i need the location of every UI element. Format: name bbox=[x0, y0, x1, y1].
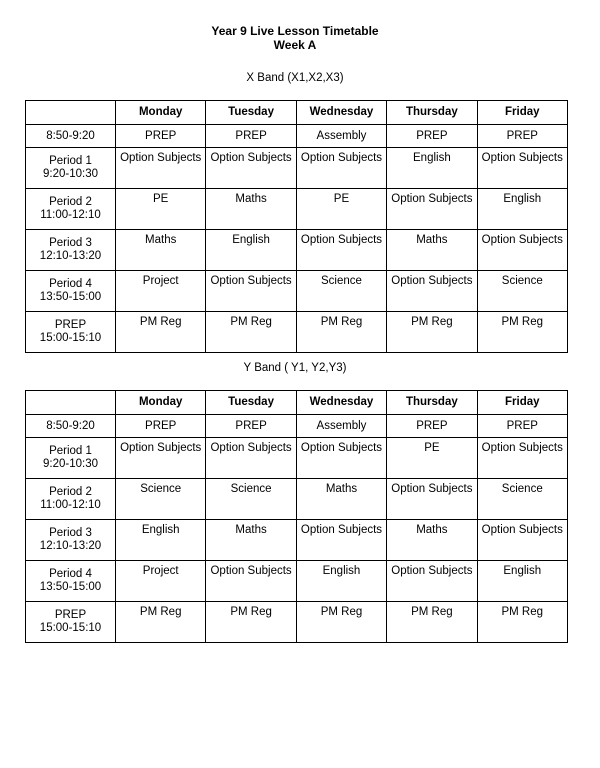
lesson-cell: Maths bbox=[387, 230, 477, 271]
slot-time: 9:20-10:30 bbox=[43, 458, 98, 470]
slot-label: Period 1 bbox=[49, 445, 92, 457]
lesson-cell: PM Reg bbox=[206, 602, 296, 643]
lesson-cell: Option Subjects bbox=[296, 438, 386, 479]
lesson-cell: Option Subjects bbox=[116, 148, 206, 189]
lesson-cell: Option Subjects bbox=[206, 148, 296, 189]
slot-cell bbox=[26, 561, 116, 602]
day-header: Tuesday bbox=[206, 101, 296, 125]
slot-cell bbox=[26, 438, 116, 479]
lesson-cell: Maths bbox=[387, 520, 477, 561]
slot-time: 13:50-15:00 bbox=[39, 291, 102, 303]
lesson-cell: Option Subjects bbox=[296, 148, 386, 189]
lesson-cell: PM Reg bbox=[116, 312, 206, 353]
lesson-cell: PM Reg bbox=[116, 602, 206, 643]
lesson-cell: PM Reg bbox=[477, 602, 567, 643]
lesson-cell: Option Subjects bbox=[477, 520, 567, 561]
table-row bbox=[26, 479, 568, 520]
slot-label: Period 4 bbox=[49, 278, 92, 290]
table-row bbox=[26, 438, 568, 479]
slot-cell bbox=[26, 189, 116, 230]
lesson-cell: PREP bbox=[387, 125, 477, 148]
y-band-title: Y Band ( Y1, Y2,Y3) bbox=[243, 362, 347, 374]
lesson-cell: Project bbox=[116, 561, 206, 602]
lesson-cell: Option Subjects bbox=[387, 271, 477, 312]
day-header: Thursday bbox=[387, 391, 477, 415]
lesson-cell: Maths bbox=[206, 520, 296, 561]
lesson-cell: Option Subjects bbox=[296, 230, 386, 271]
day-header: Friday bbox=[477, 391, 567, 415]
slot-time: 15:00-15:10 bbox=[39, 622, 102, 634]
lesson-cell: Option Subjects bbox=[477, 148, 567, 189]
corner-cell bbox=[26, 101, 116, 125]
lesson-cell: Science bbox=[477, 479, 567, 520]
table-row bbox=[26, 230, 568, 271]
lesson-cell: PE bbox=[116, 189, 206, 230]
slot-cell bbox=[26, 271, 116, 312]
lesson-cell: Option Subjects bbox=[206, 561, 296, 602]
lesson-cell: PM Reg bbox=[296, 602, 386, 643]
lesson-cell: Maths bbox=[206, 189, 296, 230]
lesson-cell: PM Reg bbox=[387, 312, 477, 353]
slot-cell bbox=[26, 415, 116, 438]
slot-time: 12:10-13:20 bbox=[39, 540, 102, 552]
table-row bbox=[26, 561, 568, 602]
lesson-cell: Science bbox=[206, 479, 296, 520]
slot-cell bbox=[26, 479, 116, 520]
lesson-cell: PM Reg bbox=[387, 602, 477, 643]
slot-label: Period 3 bbox=[49, 527, 92, 539]
lesson-cell: Option Subjects bbox=[206, 271, 296, 312]
slot-cell bbox=[26, 148, 116, 189]
lesson-cell: PREP bbox=[477, 125, 567, 148]
slot-cell bbox=[26, 602, 116, 643]
slot-label: 8:50-9:20 bbox=[46, 129, 95, 142]
lesson-cell: Option Subjects bbox=[206, 438, 296, 479]
table-row bbox=[26, 415, 568, 438]
lesson-cell: Project bbox=[116, 271, 206, 312]
slot-cell bbox=[26, 520, 116, 561]
slot-label: 8:50-9:20 bbox=[46, 419, 95, 432]
page-subtitle: Week A bbox=[273, 38, 317, 52]
slot-cell bbox=[26, 312, 116, 353]
table-row bbox=[26, 312, 568, 353]
corner-cell bbox=[26, 391, 116, 415]
slot-label: Period 3 bbox=[49, 237, 92, 249]
slot-cell bbox=[26, 125, 116, 148]
lesson-cell: Maths bbox=[116, 230, 206, 271]
lesson-cell: PREP bbox=[206, 125, 296, 148]
slot-time: 15:00-15:10 bbox=[39, 332, 102, 344]
slot-label: PREP bbox=[54, 319, 87, 331]
lesson-cell: Option Subjects bbox=[387, 479, 477, 520]
day-header: Wednesday bbox=[296, 101, 386, 125]
lesson-cell: PREP bbox=[206, 415, 296, 438]
lesson-cell: PE bbox=[387, 438, 477, 479]
slot-label: Period 2 bbox=[49, 196, 92, 208]
day-header: Monday bbox=[116, 391, 206, 415]
lesson-cell: Science bbox=[296, 271, 386, 312]
lesson-cell: PM Reg bbox=[206, 312, 296, 353]
lesson-cell: English bbox=[477, 561, 567, 602]
x-band-timetable bbox=[25, 100, 568, 353]
lesson-cell: PREP bbox=[387, 415, 477, 438]
slot-time: 9:20-10:30 bbox=[43, 168, 98, 180]
lesson-cell: English bbox=[387, 148, 477, 189]
lesson-cell: PM Reg bbox=[296, 312, 386, 353]
table-row bbox=[26, 520, 568, 561]
slot-time: 13:50-15:00 bbox=[39, 581, 102, 593]
day-header: Monday bbox=[116, 101, 206, 125]
lesson-cell: Option Subjects bbox=[387, 189, 477, 230]
y-band-timetable bbox=[25, 390, 568, 643]
lesson-cell: PM Reg bbox=[477, 312, 567, 353]
day-header: Wednesday bbox=[296, 391, 386, 415]
page-title: Year 9 Live Lesson Timetable bbox=[211, 24, 379, 38]
y-band-header bbox=[26, 391, 568, 415]
lesson-cell: Option Subjects bbox=[116, 438, 206, 479]
lesson-cell: Option Subjects bbox=[477, 230, 567, 271]
lesson-cell: Option Subjects bbox=[296, 520, 386, 561]
table-row bbox=[26, 602, 568, 643]
lesson-cell: Maths bbox=[296, 479, 386, 520]
x-band-header bbox=[26, 101, 568, 125]
slot-time: 12:10-13:20 bbox=[39, 250, 102, 262]
slot-label: PREP bbox=[54, 609, 87, 621]
table-row bbox=[26, 125, 568, 148]
lesson-cell: Assembly bbox=[296, 415, 386, 438]
lesson-cell: Assembly bbox=[296, 125, 386, 148]
lesson-cell: PE bbox=[296, 189, 386, 230]
table-row bbox=[26, 148, 568, 189]
lesson-cell: Option Subjects bbox=[387, 561, 477, 602]
lesson-cell: English bbox=[477, 189, 567, 230]
lesson-cell: English bbox=[206, 230, 296, 271]
lesson-cell: English bbox=[116, 520, 206, 561]
day-header: Tuesday bbox=[206, 391, 296, 415]
lesson-cell: Science bbox=[477, 271, 567, 312]
slot-label: Period 1 bbox=[49, 155, 92, 167]
lesson-cell: English bbox=[296, 561, 386, 602]
day-header: Thursday bbox=[387, 101, 477, 125]
lesson-cell: PREP bbox=[116, 125, 206, 148]
x-band-title: X Band (X1,X2,X3) bbox=[246, 72, 344, 84]
slot-label: Period 4 bbox=[49, 568, 92, 580]
slot-cell bbox=[26, 230, 116, 271]
lesson-cell: Option Subjects bbox=[477, 438, 567, 479]
slot-time: 11:00-12:10 bbox=[40, 499, 101, 511]
lesson-cell: PREP bbox=[116, 415, 206, 438]
table-row bbox=[26, 271, 568, 312]
day-header: Friday bbox=[477, 101, 567, 125]
lesson-cell: Science bbox=[116, 479, 206, 520]
slot-label: Period 2 bbox=[49, 486, 92, 498]
table-row bbox=[26, 189, 568, 230]
lesson-cell: PREP bbox=[477, 415, 567, 438]
slot-time: 11:00-12:10 bbox=[40, 209, 101, 221]
